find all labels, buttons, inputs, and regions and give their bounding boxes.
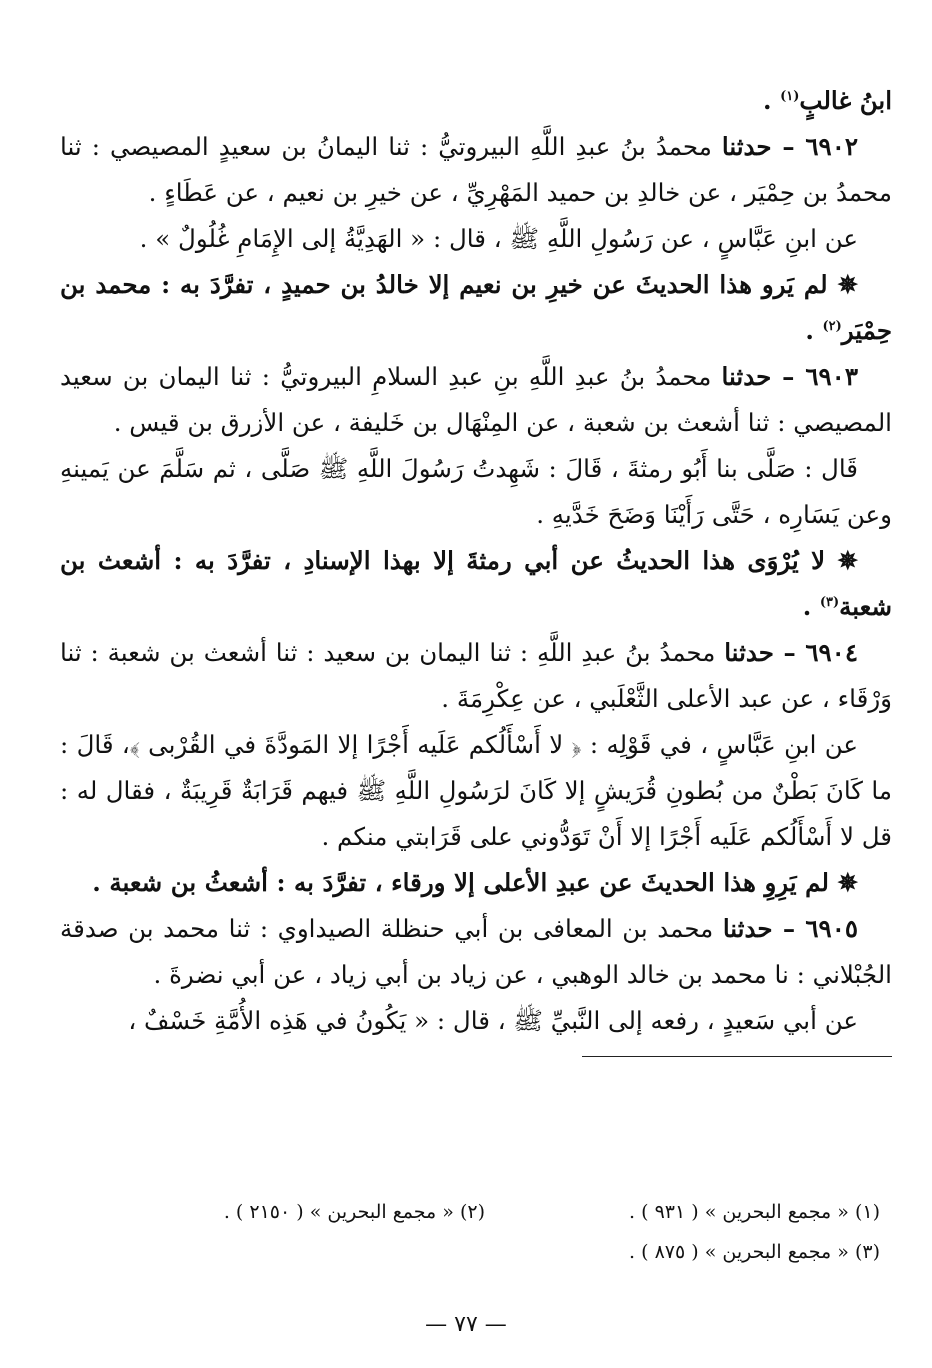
- hadith-6904-isnad: [60, 630, 892, 722]
- hadith-6902-note: ✵ لم يَرو هذا الحديثَ عن خيرِ بن نعيم إلا خالدُ بن حميدٍ ، تفرَّدَ به : محمد بن حِمْيَر$^{(٢)}$ .: [60, 270, 892, 345]
- isnad-text: محمدُ بنُ عبدِ اللَّهِ بنِ عبدِ السلامِ البيروتيُّ : ثنا اليمان بن سعيد المصيصي : ثنا أشعث بن شعبة ، عن المِنْهَال بن خَليفة ، عن الأزرق بن قيس .: [60, 362, 892, 437]
- isnad-text: محمدُ بنُ عبدِ اللَّهِ : ثنا اليمان بن سعيد : ثنا أشعث بن شعبة : ثنا وَرْقَاء ، عن عبد الأعلى الثَّعْلَبي ، عن عِكْرِمَةَ .: [60, 638, 892, 713]
- hadith-number: ٦٩٠٤ –: [773, 638, 858, 667]
- hadith-6903-matn: قَال : صَلَّى بنا أَبُو رمثةَ ، قَالَ : شَهِدتُ رَسُولَ اللَّهِ ﷺ صَلَّى ، ثم سَلَّمَ عن يَمينهِ وعن يَسَارِه ، حَتَّى رَأَيْنَا وَضَحَ خَدَّيهِ .: [60, 454, 892, 529]
- footnote-ref: (٣): [819, 594, 840, 610]
- hadith-6903-isnad: [60, 354, 892, 446]
- hadith-keyword: حدثنا: [722, 914, 773, 943]
- text-fragment: .: [763, 86, 781, 115]
- footnote-3: (٣) « مجمع البحرين » ( ٨٧٥ ) .: [629, 1241, 880, 1263]
- footnote-row: [90, 1192, 880, 1232]
- text-fragment: ابنُ غالبٍ: [799, 86, 892, 115]
- footnotes: [90, 1192, 880, 1272]
- hadith-6905-isnad: [60, 906, 892, 998]
- footnote-row: [90, 1232, 880, 1272]
- hadith-6902-matn: عن ابنِ عَبَّاسٍ ، عن رَسُولِ اللَّهِ ﷺ ، قال : « الهَدِيَّةُ إلى الإِمَامِ غُلُولٌ » .: [139, 224, 858, 253]
- footnote-2: (٢) « مجمع البحرين » ( ٢١٥٠ ) .: [223, 1201, 485, 1223]
- hadith-6902-isnad: [60, 124, 892, 216]
- hadith-6903-note: ✵ لا يُرْوَى هذا الحديثُ عن أبي رمثةَ إلا بهذا الإسنادِ ، تفرَّدَ به : أشعث بن شعبة$^{(٣)}$ .: [60, 546, 892, 621]
- hadith-6904-note: ✵ لم يَرِوِ هذا الحديثَ عن عبدِ الأعلى إلا ورقاء ، تفرَّدَ به : أشعثُ بن شعبة .: [92, 868, 858, 897]
- isnad-text: محمد بن المعافى بن أبي حنظلة الصيداوي : ثنا محمد بن صدقة الجُبْلاني : نا محمد بن خالد الوهبي ، عن زياد بن أبي زياد ، عن أبي نضرةَ .: [60, 914, 892, 989]
- isnad-text: محمدُ بنُ عبدِ اللَّهِ البيروتيُّ : ثنا اليمانُ بن سعيدٍ المصيصي : ثنا محمدُ بن حِمْيَر ، عن خالدِ بن حميد المَهْرِيِّ ، عن خيرِ بن نعيم ، عن عَطَاءٍ .: [60, 132, 892, 207]
- note-text: ✵ لا يُرْوَى هذا الحديثُ عن أبي رمثةَ إلا بهذا الإسنادِ ، تفرَّدَ به : أشعث بن شعبة: [60, 546, 892, 621]
- footnote-ref: (١): [780, 88, 800, 104]
- footnote-1: (١) « مجمع البحرين » ( ٩٣١ ) .: [629, 1201, 880, 1223]
- page-body: [60, 78, 892, 1057]
- footnote-separator: [582, 1056, 892, 1057]
- hadith-number: ٦٩٠٣ –: [771, 362, 858, 391]
- hadith-keyword: حدثنا: [724, 638, 774, 667]
- hadith-number: ٦٩٠٢ –: [771, 132, 859, 161]
- hadith-6904-matn: عن ابنِ عَبَّاسٍ ، في قَوْلِه : ﴿ لا أَسْأَلُكم عَلَيه أَجْرًا إلا المَودَّةَ في القُرْبى ﴾، قَالَ : ما كَانَ بَطْنٌ من بُطونِ قُرَيشٍ إلا كَانَ لرَسُولِ اللَّهِ ﷺ فيهم قَرَابَةٌ قَرِيبَةٌ ، فقال له : قل لا أَسْأَلُكم عَلَيه أَجْرًا إلا أَنْ تَوَدُّوني على قَرَابتي منكم .: [60, 730, 892, 851]
- hadith-number: ٦٩٠٥ –: [772, 914, 859, 943]
- hadith-keyword: حدثنا: [721, 362, 772, 391]
- hadith-6905-matn: عن أبي سَعيدٍ ، رفعه إلى النَّبيِّ ﷺ ، قال : « يَكُونُ في هَذِه الأُمَّةِ خَسْفٌ ،: [128, 1006, 858, 1035]
- continuation-line: [60, 78, 892, 124]
- note-text: ✵ لم يَرو هذا الحديثَ عن خيرِ بن نعيم إلا خالدُ بن حميدٍ ، تفرَّدَ به : محمد بن حِمْيَر: [60, 270, 892, 345]
- page-number: — ٧٧ —: [425, 1312, 507, 1337]
- hadith-keyword: حدثنا: [721, 132, 772, 161]
- footnote-ref: (٢): [822, 318, 842, 334]
